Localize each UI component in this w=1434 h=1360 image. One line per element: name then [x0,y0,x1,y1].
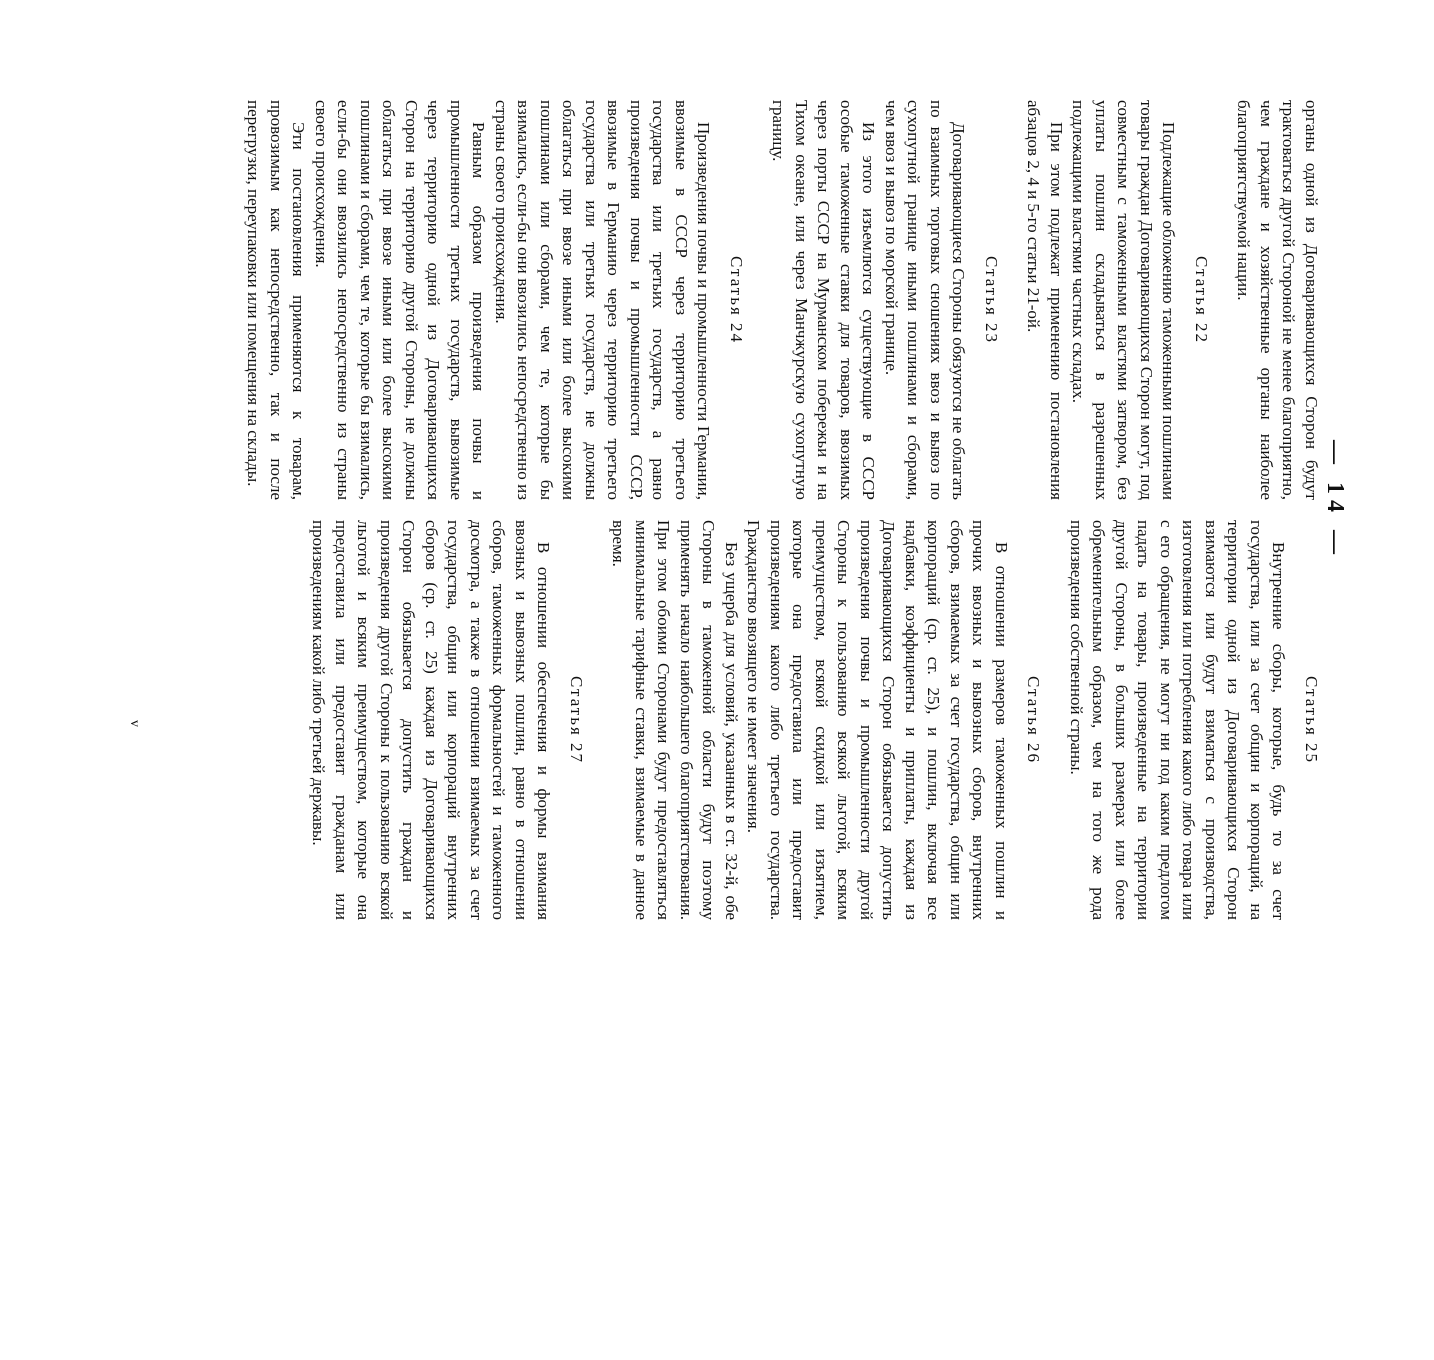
paragraph: Подлежащие обложению таможенными пошлинами товары граждан Договаривающихся Сторон могут, под совместным с таможенными властями затвором, без уплаты пошлин складываться в разрешенных подлежащими властями частных складах. [1069,100,1179,500]
paragraph: Договаривающиеся Стороны обязуются не облагать по взаимных торговых сношениях ввоз и вывоз по сухопутной границе иными пошлинами и сборами, чем ввоз и вывоз по морской границе. [882,100,969,500]
paragraph: Без ущерба для условий, указанных в ст. 32-й, обе Стороны в таможенной области будут поэтому применять начало наибольшего благоприятствования. При этом обоими Сторонами будут предоставляться минимальные тарифные ставки, взимаемые в данное время. [609,520,741,920]
right-column [307,520,1322,920]
paragraph: В отношении обеспечения и формы взимания ввозных и вывозных пошлин, равно в отношении сборов, таможенных формальностей и таможенного досмотра, а также в отношении взимаемых за счет государства, общин или корпораций внутренних сборов (ср. ст. 25) каждая из Договаривающихся Сторон обязывается допустить граждан и произведения другой Стороны к пользованию всякой льготой и всяким преимуществом, которые она предоставила или предоставит гражданам или произведениям какой либо третьей державы. [309,520,554,920]
article-26-heading: Статья 26 [1024,675,1044,765]
signature-mark: v [127,720,142,727]
article-27-heading: Статья 27 [567,675,586,765]
paragraph: В отношении размеров таможенных пошлин и прочих ввозных и вывозных сборов, внутренних сборов, взимаемых за счет государства, общин или корпораций (ср. ст. 25), и пошлин, включая все надбавки, коэффициенты и приплаты, каждая из Договаривающихся Сторон обязывается допустить произведения почвы и промышленности другой Стороны к пользованию всякой льготой, всяким преимуществом, всякой скидкой или изъятием, которые она предоставила или предоставит произведениям какого либо третьего государства. Гражданство ввозящего не имеет значения. [744,520,1011,920]
paragraph: Из этого изъемлются существующие в СССР особые таможенные ставки для товаров, ввозимых через порты СССР на Мурманском побережьи и на Тихом океане, или через Манчжурскую сухопутную границу. [769,100,879,500]
paragraph: При этом подлежат применению постановления абзацов 2, 4 и 5-го статьи 21-ой. [1024,100,1066,500]
article-23-heading: Статья 23 [982,255,1001,345]
page-number: — 14 — [1322,440,1348,560]
article-25-heading: Статья 25 [1302,675,1321,765]
paragraph: Равным образом произведения почвы и промышленности третьих государств, вывозимые через территорию одной из Договаривающихся Сторон на территорию другой Стороны, не должны облагаться при ввозе иными или более высокими пошлинами и сборами, чем те, которые бы взимались, если-бы они ввозились непосредственно из страны своего происхождения. [312,100,489,500]
paragraph: Произведения почвы и промышленности Германии, ввозимые в СССР через территорию третьего государства или третьих государств, а равно произведения почвы и промышленности СССР, ввозимые в Германию через территорию третьего государства или третьих государств, не должны облагаться при ввозе иными или более высокими пошлинами или сборами, чем те, которые бы взимались, если-бы они ввозились непосредственно из страны своего происхождения. [492,100,714,500]
article-22-heading: Статья 22 [1192,255,1211,345]
paragraph: Внутренние сборы, которые, будь то за счет государства, или за счет общин и корпораций, на территории одной из Договаривающихся Сторон взимаются или будут взиматься с производства, изготовления или потребления какого либо товара или с его обращения, не могут ни под каким предлогом падать на товары, произведенные на территории другой Стороны, в больших размерах или более обременительным образом, чем на того же рода произведения собственной страны. [1067,520,1289,920]
paragraph: органы одной из Договаривающихся Сторон будут трактоваться другой Стороной не менее благоприятно, чем граждане и хозяйственные органы наиболее благоприятствуемой нации. [1234,100,1321,500]
paragraph: Эти постановления применяются к товарам, провозимым как непосредственно, так и после перегрузки, переупаковки или помещения на склады. [244,100,309,500]
article-24-heading: Статья 24 [727,255,746,345]
left-column [242,100,1322,500]
